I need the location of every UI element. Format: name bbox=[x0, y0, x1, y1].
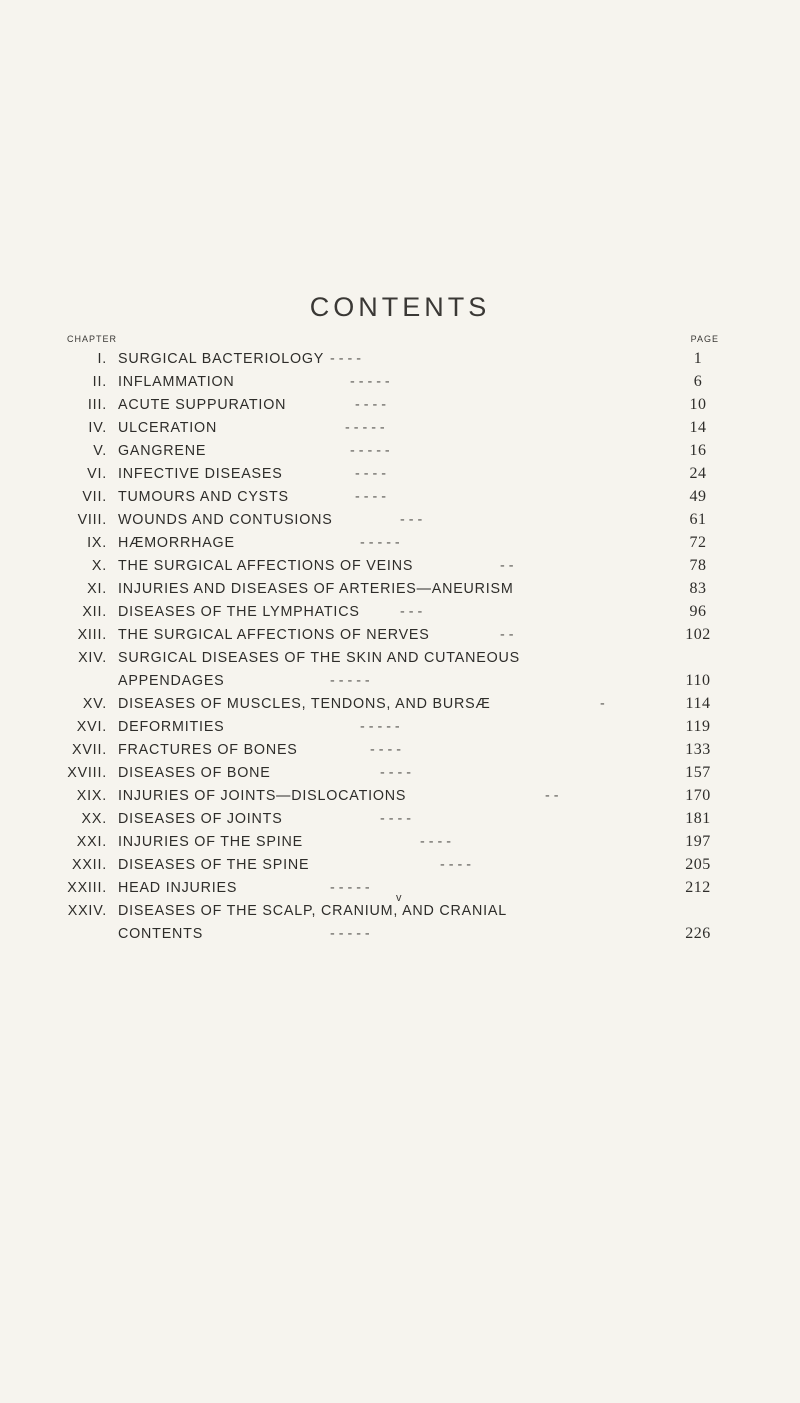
chapter-number: XIII. bbox=[77, 627, 107, 643]
dot-leader: - - - - bbox=[420, 834, 451, 850]
chapter-title: DISEASES OF MUSCLES, TENDONS, AND BURSÆ bbox=[118, 696, 491, 712]
dot-leader: - - - - bbox=[370, 742, 401, 758]
page-number: 133 bbox=[685, 741, 711, 758]
toc-entry bbox=[0, 486, 800, 508]
chapter-title: DISEASES OF THE LYMPHATICS bbox=[118, 604, 360, 620]
dot-leader: - - bbox=[500, 558, 514, 574]
page-column-header: PAGE bbox=[690, 334, 719, 344]
page-number: 157 bbox=[685, 764, 711, 781]
page-number: 16 bbox=[689, 442, 707, 459]
page-number: 6 bbox=[693, 373, 703, 390]
toc-entry bbox=[0, 417, 800, 439]
chapter-title: DEFORMITIES bbox=[118, 719, 225, 735]
page-number: 78 bbox=[689, 557, 707, 574]
toc-entry bbox=[0, 578, 800, 600]
dot-leader: - - - - bbox=[380, 765, 411, 781]
chapter-number: XVIII. bbox=[67, 765, 107, 781]
chapter-number: V. bbox=[93, 443, 107, 459]
toc-entry bbox=[0, 555, 800, 577]
page-title: CONTENTS bbox=[309, 292, 491, 322]
toc-entry bbox=[0, 532, 800, 554]
toc-entry bbox=[0, 348, 800, 370]
chapter-title: DISEASES OF BONE bbox=[118, 765, 271, 781]
page-number: 96 bbox=[689, 603, 707, 620]
toc-entry bbox=[0, 394, 800, 416]
dot-leader: - - - - bbox=[355, 466, 386, 482]
chapter-number: XII. bbox=[82, 604, 107, 620]
chapter-title: INJURIES OF JOINTS—DISLOCATIONS bbox=[118, 788, 407, 804]
toc-entry bbox=[0, 785, 800, 807]
page-number: 10 bbox=[689, 396, 707, 413]
dot-leader: - - - - - bbox=[330, 673, 370, 689]
toc-entry bbox=[0, 762, 800, 784]
chapter-title: THE SURGICAL AFFECTIONS OF VEINS bbox=[118, 558, 414, 574]
page-number: 61 bbox=[689, 511, 707, 528]
dot-leader: - - - - - bbox=[330, 926, 370, 942]
toc-entry bbox=[0, 624, 800, 646]
page-number-footer: v bbox=[396, 892, 402, 904]
page-number: 197 bbox=[685, 833, 711, 850]
toc-entry bbox=[0, 739, 800, 761]
toc-entry bbox=[0, 808, 800, 830]
chapter-title: CONTENTS bbox=[118, 926, 204, 942]
chapter-number: XIX. bbox=[76, 788, 107, 804]
chapter-number: XV. bbox=[82, 696, 107, 712]
chapter-title: SURGICAL BACTERIOLOGY bbox=[118, 351, 325, 367]
chapter-title: THE SURGICAL AFFECTIONS OF NERVES bbox=[118, 627, 430, 643]
chapter-title: SURGICAL DISEASES OF THE SKIN AND CUTANEOUS bbox=[118, 650, 520, 666]
chapter-title: TUMOURS AND CYSTS bbox=[118, 489, 289, 505]
chapter-number: II. bbox=[92, 374, 107, 390]
page-number: 119 bbox=[685, 718, 711, 735]
dot-leader: - - bbox=[500, 627, 514, 643]
chapter-title: HEAD INJURIES bbox=[118, 880, 238, 896]
page-number: 226 bbox=[685, 925, 711, 942]
chapter-number: XI. bbox=[87, 581, 107, 597]
chapter-number: VII. bbox=[82, 489, 107, 505]
dot-leader: - bbox=[600, 696, 605, 712]
dot-leader: - - - - - bbox=[345, 420, 385, 436]
chapter-title: INJURIES AND DISEASES OF ARTERIES—ANEURISM bbox=[118, 581, 514, 597]
dot-leader: - - - - - bbox=[350, 443, 390, 459]
dot-leader: - - - - - bbox=[350, 374, 390, 390]
toc-entry bbox=[0, 440, 800, 462]
chapter-title: INFECTIVE DISEASES bbox=[118, 466, 283, 482]
chapter-number: XXII. bbox=[72, 857, 107, 873]
toc-entry bbox=[0, 601, 800, 623]
toc-entry bbox=[0, 670, 800, 692]
chapter-number: III. bbox=[87, 397, 107, 413]
chapter-title: DISEASES OF JOINTS bbox=[118, 811, 283, 827]
page-number: 110 bbox=[685, 672, 711, 689]
page-number: 72 bbox=[689, 534, 707, 551]
chapter-number: XXIV. bbox=[67, 903, 107, 919]
chapter-number: XX. bbox=[81, 811, 107, 827]
chapter-number: VIII. bbox=[77, 512, 107, 528]
dot-leader: - - - - - bbox=[360, 535, 400, 551]
toc-entry bbox=[0, 509, 800, 531]
dot-leader: - - - - bbox=[355, 397, 386, 413]
chapter-number: IV. bbox=[88, 420, 107, 436]
chapter-number: XXIII. bbox=[67, 880, 107, 896]
chapter-number: XIV. bbox=[78, 650, 107, 666]
chapter-title: DISEASES OF THE SCALP, CRANIUM, AND CRANIAL bbox=[118, 903, 508, 919]
dot-leader: - - - - bbox=[380, 811, 411, 827]
chapter-number: I. bbox=[97, 351, 107, 367]
toc-entry bbox=[0, 463, 800, 485]
toc-entry bbox=[0, 371, 800, 393]
toc-entry bbox=[0, 831, 800, 853]
chapter-number: XVII. bbox=[72, 742, 107, 758]
dot-leader: - - - - - bbox=[330, 880, 370, 896]
chapter-title: GANGRENE bbox=[118, 443, 207, 459]
dot-leader: - - - - - bbox=[360, 719, 400, 735]
chapter-number: XVI. bbox=[76, 719, 107, 735]
page-number: 205 bbox=[685, 856, 711, 873]
dot-leader: - - - bbox=[400, 512, 423, 528]
toc-entry bbox=[0, 647, 800, 669]
page-number: 102 bbox=[685, 626, 711, 643]
dot-leader: - - bbox=[545, 788, 559, 804]
page-number: 170 bbox=[685, 787, 711, 804]
dot-leader: - - - - bbox=[355, 489, 386, 505]
chapter-number: XXI. bbox=[76, 834, 107, 850]
dot-leader: - - - - bbox=[330, 351, 361, 367]
toc-entry bbox=[0, 716, 800, 738]
chapter-title: WOUNDS AND CONTUSIONS bbox=[118, 512, 333, 528]
toc-entry bbox=[0, 854, 800, 876]
chapter-title: ACUTE SUPPURATION bbox=[118, 397, 287, 413]
dot-leader: - - - - bbox=[440, 857, 471, 873]
page-number: 83 bbox=[689, 580, 707, 597]
chapter-title: APPENDAGES bbox=[118, 673, 225, 689]
page-number: 14 bbox=[689, 419, 707, 436]
chapter-number: X. bbox=[91, 558, 107, 574]
chapter-title: HÆMORRHAGE bbox=[118, 535, 235, 551]
chapter-title: ULCERATION bbox=[118, 420, 218, 436]
dot-leader: - - - bbox=[400, 604, 423, 620]
page-number: 114 bbox=[685, 695, 711, 712]
chapter-title: INFLAMMATION bbox=[118, 374, 235, 390]
chapter-number: IX. bbox=[87, 535, 107, 551]
chapter-column-header: CHAPTER bbox=[67, 334, 118, 344]
page-number: 1 bbox=[693, 350, 703, 367]
page-number: 181 bbox=[685, 810, 711, 827]
page-number: 24 bbox=[689, 465, 707, 482]
toc-entry bbox=[0, 693, 800, 715]
chapter-title: DISEASES OF THE SPINE bbox=[118, 857, 310, 873]
toc-entry bbox=[0, 923, 800, 945]
chapter-title: FRACTURES OF BONES bbox=[118, 742, 298, 758]
chapter-number: VI. bbox=[87, 466, 107, 482]
page-number: 49 bbox=[689, 488, 707, 505]
chapter-title: INJURIES OF THE SPINE bbox=[118, 834, 303, 850]
page-number: 212 bbox=[685, 879, 711, 896]
